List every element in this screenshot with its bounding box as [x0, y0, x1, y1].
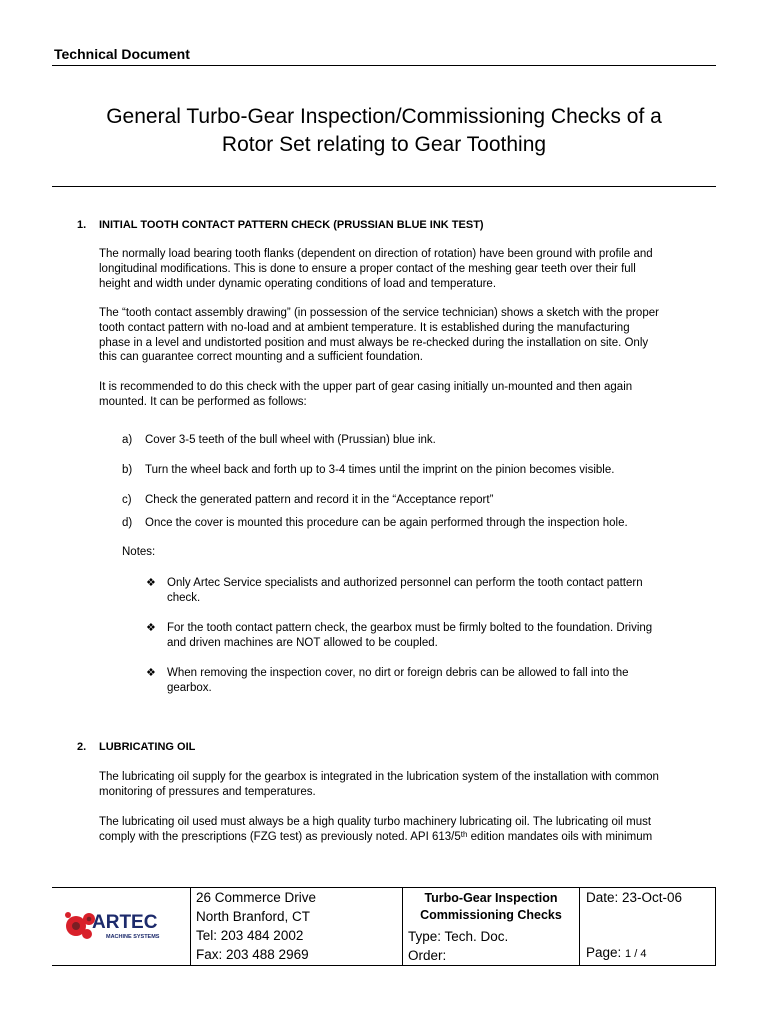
step-b — [122, 463, 722, 478]
text-segment: comply with the prescriptions (FZG test) as previously noted. API 613/5 — [99, 830, 461, 843]
fax-line: Fax: 203 488 2969 — [196, 947, 309, 962]
text-line: Only Artec Service specialists and authorized personnel can perform the tooth contact pattern — [167, 577, 643, 589]
step-text: Cover 3-5 teeth of the bull wheel with (Prussian) blue ink. — [145, 434, 436, 446]
text-line: The “tooth contact assembly drawing” (in possession of the service technician) shows a sketch with the proper — [99, 307, 659, 319]
note-item — [146, 621, 716, 651]
section1-para3 — [99, 380, 719, 410]
diamond-bullet-icon: ❖ — [146, 667, 156, 679]
address-line: North Branford, CT — [196, 909, 311, 924]
text-line: The normally load bearing tooth flanks (dependent on direction of rotation) have been ground with profile and — [99, 248, 653, 260]
step-d — [122, 516, 722, 531]
text-line: phase in a level and undistorted position and must always be re-checked during the installation on site. Only — [99, 336, 649, 349]
notes-label: Notes: — [122, 546, 156, 558]
section2-number: 2. — [77, 741, 87, 753]
footer-table — [52, 887, 716, 966]
text-line: tooth contact pattern with no-load and at ambient temperature. It is established during the manufacturing — [99, 321, 630, 334]
text-line: mounted. It can be performed as follows: — [99, 395, 307, 408]
diamond-bullet-icon: ❖ — [146, 577, 156, 589]
text-line: this can guarantee correct mounting and a sufficient foundation. — [99, 351, 423, 364]
step-text: Turn the wheel back and forth up to 3-4 times until the imprint on the pinion becomes visible. — [145, 464, 615, 476]
section2-title: LUBRICATING OIL — [99, 741, 196, 753]
step-label: b) — [122, 464, 133, 476]
section1-para2 — [99, 306, 719, 365]
superscript: th — [460, 829, 468, 839]
text-line: It is recommended to do this check with the upper part of gear casing initially un-mounted and then again — [99, 381, 633, 393]
section2-heading — [77, 741, 195, 753]
page-value: 1 / 4 — [625, 948, 647, 960]
step-a — [122, 433, 722, 448]
text-line: height and width under dynamic operating conditions of load and temperature. — [99, 277, 497, 290]
step-label: a) — [122, 434, 133, 446]
page-number — [586, 943, 715, 964]
text-line: The lubricating oil used must always be a high quality turbo machinery lubricating oil. The lubricating oil must — [99, 816, 652, 828]
note-item — [146, 666, 716, 696]
page-title — [52, 103, 716, 159]
page-title-line2: Rotor Set relating to Gear Toothing — [221, 133, 547, 156]
text-line: check. — [167, 591, 201, 604]
section2-para1 — [99, 770, 719, 800]
doc-date: Date: 23-Oct-06 — [586, 890, 683, 905]
page-title-line1: General Turbo-Gear Inspection/Commissioning Checks of a — [106, 105, 662, 128]
text-segment: edition mandates oils with minimum — [467, 830, 653, 843]
doc-title-line: Commissioning Checks — [420, 908, 562, 922]
footer-meta-cell — [580, 888, 716, 966]
doc-title-line: Turbo-Gear Inspection — [424, 891, 558, 905]
address-line: 26 Commerce Drive — [196, 890, 317, 905]
doc-type: Type: Tech. Doc. — [408, 929, 509, 944]
phone-line: Tel: 203 484 2002 — [196, 928, 304, 943]
section2-para2 — [99, 815, 719, 845]
text-line: When removing the inspection cover, no dirt or foreign debris can be allowed to fall into the — [167, 667, 629, 679]
text-line: gearbox. — [167, 681, 212, 694]
doc-order: Order: — [408, 948, 447, 963]
section1-para1 — [99, 247, 719, 291]
step-label: d) — [122, 517, 133, 529]
text-line: monitoring of pressures and temperatures. — [99, 785, 316, 798]
logo-text: ARTEC — [92, 912, 158, 933]
header-rule — [52, 65, 716, 66]
section1-heading — [77, 219, 484, 231]
text-line: longitudinal modifications. This is done to ensure a proper contact of the meshing gear teeth over their full — [99, 262, 636, 275]
footer-doc-cell — [403, 888, 580, 966]
header-label: Technical Document — [54, 46, 190, 62]
text-line: and driven machines are NOT allowed to be coupled. — [167, 636, 438, 649]
section1-title: INITIAL TOOTH CONTACT PATTERN CHECK (PRUSSIAN BLUE INK TEST) — [99, 219, 484, 231]
diamond-bullet-icon: ❖ — [146, 622, 156, 634]
text-line — [99, 830, 719, 845]
text-line: The lubricating oil supply for the gearbox is integrated in the lubrication system of the installation with common — [99, 771, 659, 783]
text-line: For the tooth contact pattern check, the gearbox must be firmly bolted to the foundation. Driving — [167, 622, 653, 634]
step-text: Once the cover is mounted this procedure can be again performed through the inspection hole. — [145, 517, 628, 529]
step-c — [122, 493, 722, 508]
note-item — [146, 576, 716, 606]
title-rule — [52, 186, 716, 187]
step-text: Check the generated pattern and record it in the “Acceptance report” — [145, 494, 494, 506]
page-label: Page: — [586, 945, 626, 960]
logo-subtext: MACHINE SYSTEMS — [106, 934, 160, 940]
artec-logo — [62, 902, 182, 952]
footer-address-cell — [191, 888, 403, 966]
footer-logo-cell — [52, 888, 191, 966]
section1-number: 1. — [77, 219, 87, 231]
step-label: c) — [122, 494, 132, 506]
doc-title — [403, 888, 579, 924]
gear-icon — [65, 912, 95, 939]
